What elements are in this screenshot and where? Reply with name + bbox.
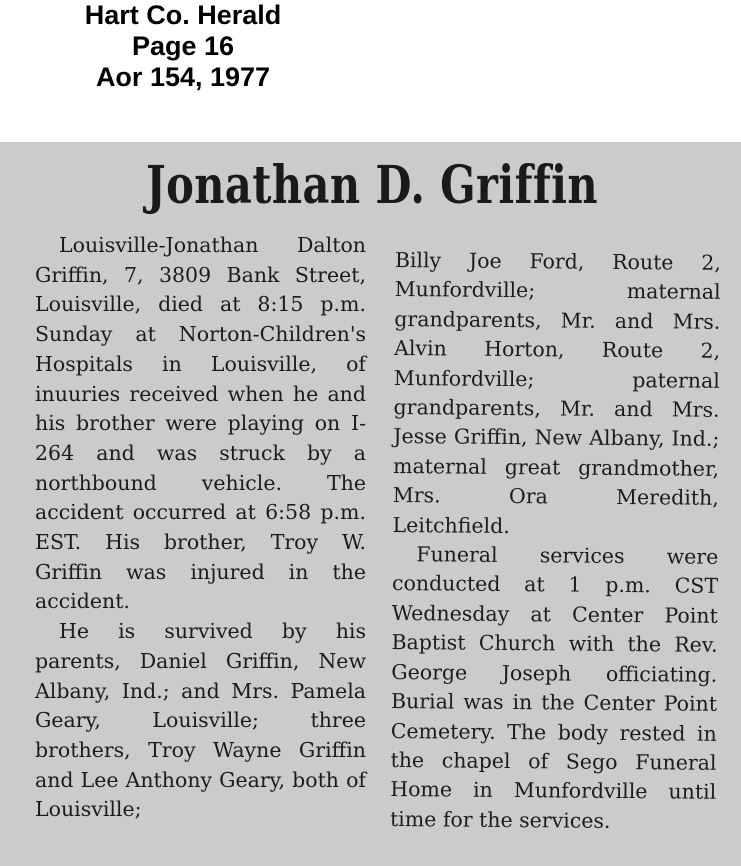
publication-date: Aor 154, 1977 [95, 62, 271, 92]
left-column [35, 231, 366, 825]
newspaper-clipping [0, 142, 741, 866]
right-column [390, 246, 721, 837]
clipping-caption [40, 0, 326, 93]
obituary-paragraph-4: Funeral services were conducted at 1 p.m. CST Wednesday at Center Point Baptist Church with the Rev. George Joseph officiating. Burial was in the Center Point Cemetery. The body rested in the chapel of Sego Funeral Home in Munfordville until time for the services. [389, 542, 719, 833]
publication-name: Hart Co. Herald [84, 0, 282, 30]
obituary-paragraph-1: Louisville-Jonathan Dalton Griffin, 7, 3809 Bank Street, Louisville, died at 8:15 p.m. Sunday at Norton-Children's Hospitals in Louisville, of inuuries received when he and his brother were playing on I-264 and was struck by a northbound vehicle. The accident occurred at 6:58 p.m. EST. His brother, Troy W. Griffin was injured in the accident. [35, 233, 366, 614]
obituary-paragraph-2: He is survived by his parents, Daniel Griffin, New Albany, Ind.; and Mrs. Pamela Geary, Louisville; three brothers, Troy Wayne Griffin and Lee Anthony Geary, both of Louisville; [35, 619, 366, 822]
obituary-paragraph-3: Billy Joe Ford, Route 2, Munfordville; maternal grandparents, Mr. and Mrs. Alvin Horton, Route 2, Munfordville; paternal grandparents, Mr. and Mrs. Jesse Griffin, New Albany, Ind.; maternal great grandmother, Mrs. Ora Meredith, Leitchfield. [392, 247, 721, 538]
page-number: Page 16 [131, 31, 235, 61]
obituary-headline: Jonathan D. Griffin [145, 155, 599, 216]
